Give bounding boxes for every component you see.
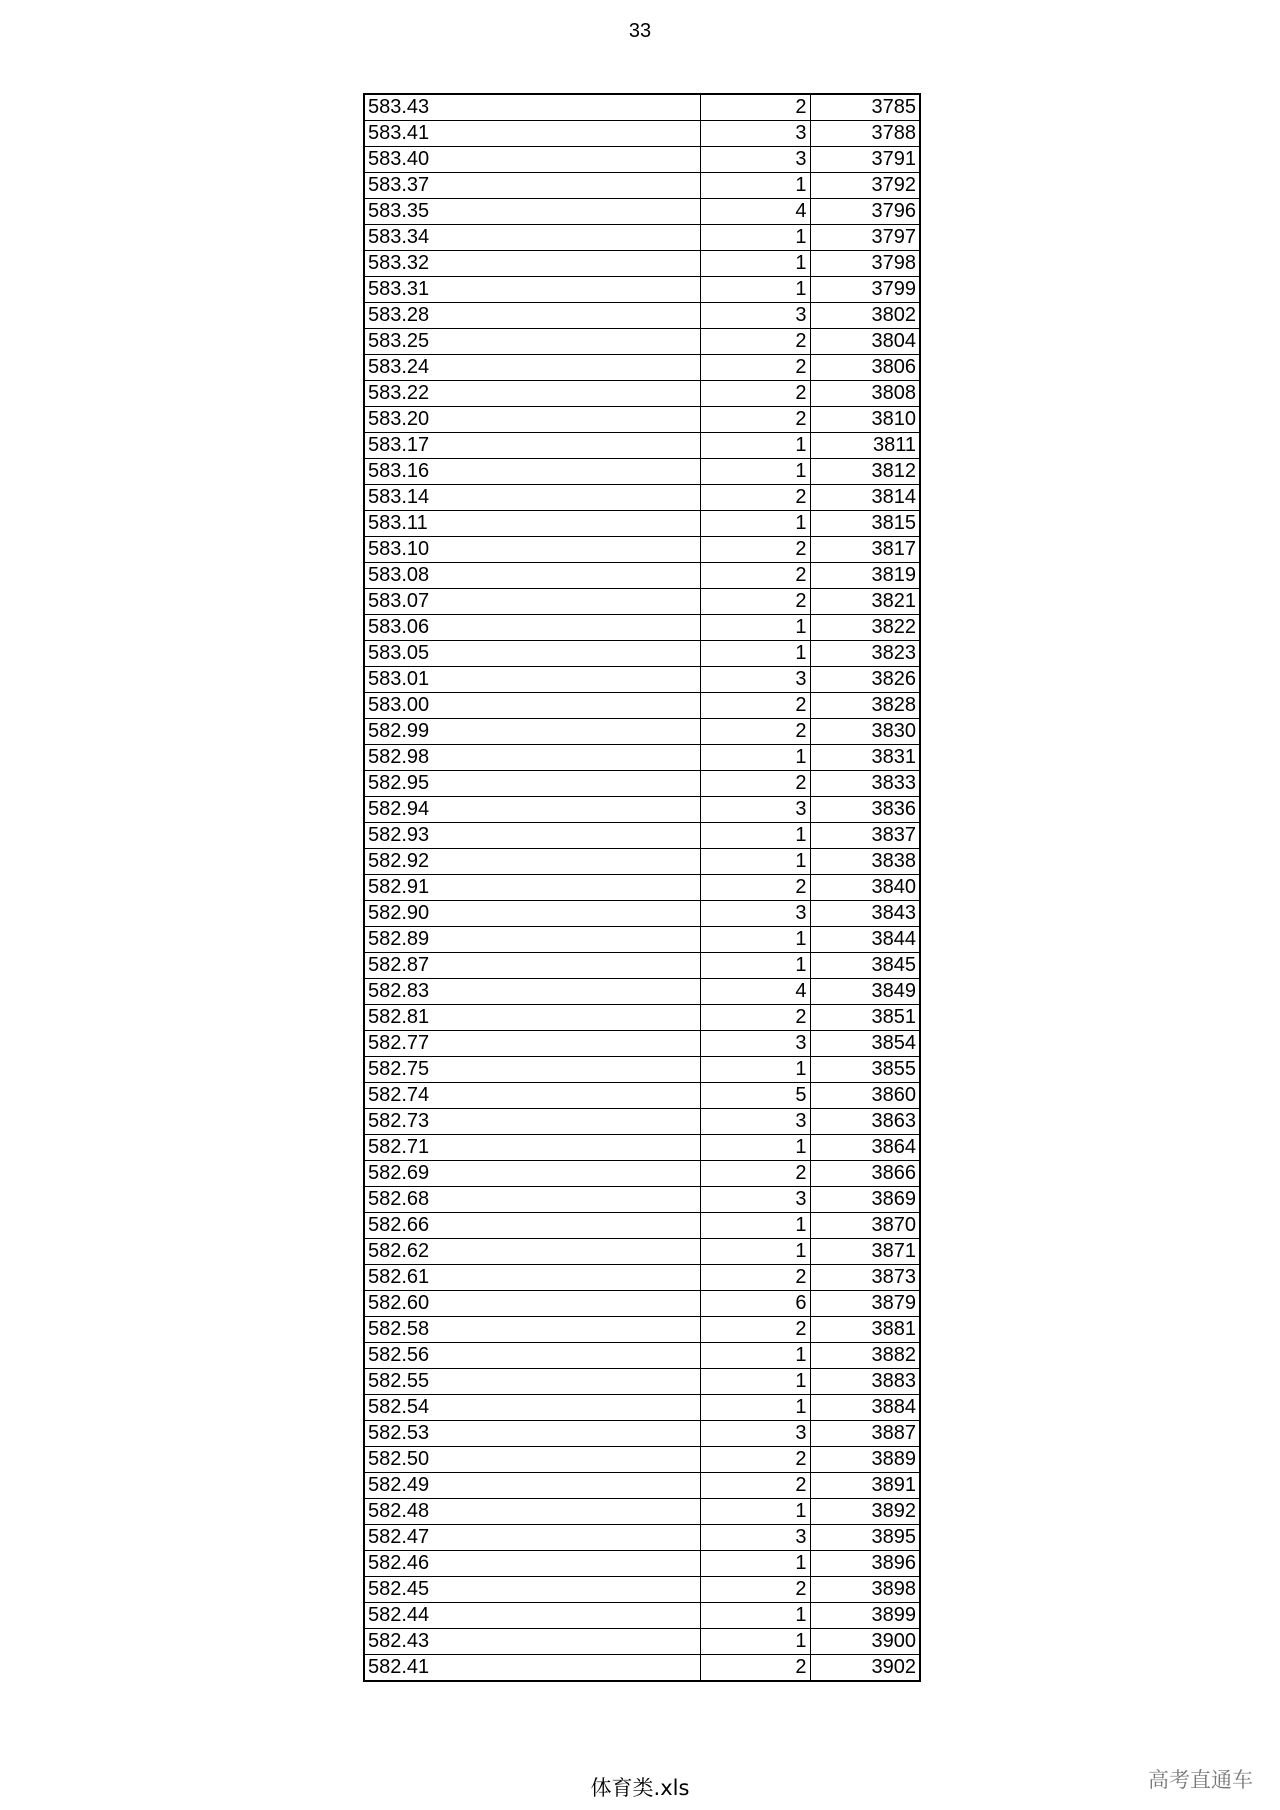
score-cell: 583.20 xyxy=(364,407,700,433)
score-cell: 582.66 xyxy=(364,1213,700,1239)
score-cell: 583.08 xyxy=(364,563,700,589)
cumulative-cell: 3870 xyxy=(810,1213,920,1239)
cumulative-cell: 3811 xyxy=(810,433,920,459)
cumulative-cell: 3871 xyxy=(810,1239,920,1265)
count-cell: 2 xyxy=(700,329,810,355)
score-cell: 583.43 xyxy=(364,94,700,121)
count-cell: 6 xyxy=(700,1291,810,1317)
score-cell: 583.31 xyxy=(364,277,700,303)
count-cell: 2 xyxy=(700,1655,810,1682)
count-cell: 5 xyxy=(700,1083,810,1109)
table-row xyxy=(364,1135,920,1161)
score-cell: 582.60 xyxy=(364,1291,700,1317)
count-cell: 1 xyxy=(700,1369,810,1395)
score-cell: 582.99 xyxy=(364,719,700,745)
count-cell: 3 xyxy=(700,303,810,329)
cumulative-cell: 3864 xyxy=(810,1135,920,1161)
count-cell: 2 xyxy=(700,589,810,615)
cumulative-cell: 3836 xyxy=(810,797,920,823)
score-table-body xyxy=(364,94,920,1681)
count-cell: 2 xyxy=(700,875,810,901)
cumulative-cell: 3884 xyxy=(810,1395,920,1421)
table-row xyxy=(364,1551,920,1577)
cumulative-cell: 3802 xyxy=(810,303,920,329)
score-cell: 583.01 xyxy=(364,667,700,693)
cumulative-cell: 3902 xyxy=(810,1655,920,1682)
count-cell: 3 xyxy=(700,1031,810,1057)
table-row xyxy=(364,1057,920,1083)
score-cell: 582.44 xyxy=(364,1603,700,1629)
count-cell: 2 xyxy=(700,771,810,797)
count-cell: 1 xyxy=(700,927,810,953)
table-row xyxy=(364,1187,920,1213)
count-cell: 1 xyxy=(700,615,810,641)
table-row xyxy=(364,979,920,1005)
count-cell: 1 xyxy=(700,251,810,277)
count-cell: 4 xyxy=(700,199,810,225)
table-row xyxy=(364,875,920,901)
score-cell: 582.89 xyxy=(364,927,700,953)
count-cell: 1 xyxy=(700,1343,810,1369)
cumulative-cell: 3849 xyxy=(810,979,920,1005)
count-cell: 2 xyxy=(700,1577,810,1603)
score-cell: 582.49 xyxy=(364,1473,700,1499)
score-cell: 583.11 xyxy=(364,511,700,537)
table-row xyxy=(364,1213,920,1239)
count-cell: 1 xyxy=(700,459,810,485)
table-row xyxy=(364,693,920,719)
table-row xyxy=(364,173,920,199)
count-cell: 3 xyxy=(700,667,810,693)
cumulative-cell: 3873 xyxy=(810,1265,920,1291)
cumulative-cell: 3788 xyxy=(810,121,920,147)
table-row xyxy=(364,1291,920,1317)
score-cell: 582.41 xyxy=(364,1655,700,1682)
score-cell: 583.24 xyxy=(364,355,700,381)
cumulative-cell: 3869 xyxy=(810,1187,920,1213)
table-row xyxy=(364,94,920,121)
cumulative-cell: 3808 xyxy=(810,381,920,407)
cumulative-cell: 3892 xyxy=(810,1499,920,1525)
table-row xyxy=(364,927,920,953)
count-cell: 3 xyxy=(700,1525,810,1551)
table-row xyxy=(364,745,920,771)
cumulative-cell: 3844 xyxy=(810,927,920,953)
cumulative-cell: 3830 xyxy=(810,719,920,745)
page-number: 33 xyxy=(628,20,652,42)
score-cell: 582.53 xyxy=(364,1421,700,1447)
count-cell: 2 xyxy=(700,1447,810,1473)
table-row xyxy=(364,511,920,537)
cumulative-cell: 3843 xyxy=(810,901,920,927)
count-cell: 3 xyxy=(700,1421,810,1447)
count-cell: 1 xyxy=(700,1395,810,1421)
score-cell: 583.25 xyxy=(364,329,700,355)
score-cell: 582.54 xyxy=(364,1395,700,1421)
table-row xyxy=(364,147,920,173)
score-cell: 582.71 xyxy=(364,1135,700,1161)
table-row xyxy=(364,823,920,849)
cumulative-cell: 3896 xyxy=(810,1551,920,1577)
count-cell: 2 xyxy=(700,1161,810,1187)
table-row xyxy=(364,563,920,589)
table-row xyxy=(364,667,920,693)
cumulative-cell: 3863 xyxy=(810,1109,920,1135)
table-row xyxy=(364,329,920,355)
table-row xyxy=(364,797,920,823)
count-cell: 3 xyxy=(700,121,810,147)
count-cell: 3 xyxy=(700,797,810,823)
table-row xyxy=(364,1161,920,1187)
cumulative-cell: 3833 xyxy=(810,771,920,797)
table-row xyxy=(364,1109,920,1135)
score-cell: 582.91 xyxy=(364,875,700,901)
score-cell: 582.45 xyxy=(364,1577,700,1603)
table-row xyxy=(364,849,920,875)
cumulative-cell: 3879 xyxy=(810,1291,920,1317)
table-row xyxy=(364,251,920,277)
table-row xyxy=(364,459,920,485)
table-row xyxy=(364,121,920,147)
score-cell: 582.98 xyxy=(364,745,700,771)
cumulative-cell: 3900 xyxy=(810,1629,920,1655)
count-cell: 1 xyxy=(700,1629,810,1655)
score-cell: 582.50 xyxy=(364,1447,700,1473)
table-row xyxy=(364,1525,920,1551)
table-row xyxy=(364,1603,920,1629)
count-cell: 2 xyxy=(700,1317,810,1343)
score-cell: 582.95 xyxy=(364,771,700,797)
count-cell: 2 xyxy=(700,563,810,589)
cumulative-cell: 3819 xyxy=(810,563,920,589)
table-row xyxy=(364,1317,920,1343)
count-cell: 2 xyxy=(700,693,810,719)
score-cell: 582.73 xyxy=(364,1109,700,1135)
cumulative-cell: 3895 xyxy=(810,1525,920,1551)
count-cell: 4 xyxy=(700,979,810,1005)
count-cell: 2 xyxy=(700,1473,810,1499)
count-cell: 1 xyxy=(700,849,810,875)
cumulative-cell: 3806 xyxy=(810,355,920,381)
cumulative-cell: 3792 xyxy=(810,173,920,199)
score-cell: 582.46 xyxy=(364,1551,700,1577)
count-cell: 1 xyxy=(700,1603,810,1629)
table-row xyxy=(364,589,920,615)
score-cell: 583.40 xyxy=(364,147,700,173)
cumulative-cell: 3899 xyxy=(810,1603,920,1629)
score-cell: 582.62 xyxy=(364,1239,700,1265)
score-cell: 582.55 xyxy=(364,1369,700,1395)
score-cell: 582.48 xyxy=(364,1499,700,1525)
cumulative-cell: 3791 xyxy=(810,147,920,173)
table-row xyxy=(364,615,920,641)
table-row xyxy=(364,1395,920,1421)
table-row xyxy=(364,719,920,745)
count-cell: 2 xyxy=(700,1265,810,1291)
cumulative-cell: 3854 xyxy=(810,1031,920,1057)
cumulative-cell: 3799 xyxy=(810,277,920,303)
table-row xyxy=(364,1343,920,1369)
table-row xyxy=(364,1369,920,1395)
table-row xyxy=(364,1265,920,1291)
cumulative-cell: 3860 xyxy=(810,1083,920,1109)
cumulative-cell: 3898 xyxy=(810,1577,920,1603)
cumulative-cell: 3785 xyxy=(810,94,920,121)
score-cell: 582.69 xyxy=(364,1161,700,1187)
cumulative-cell: 3815 xyxy=(810,511,920,537)
table-row xyxy=(364,1421,920,1447)
score-cell: 583.35 xyxy=(364,199,700,225)
count-cell: 3 xyxy=(700,1109,810,1135)
score-cell: 582.83 xyxy=(364,979,700,1005)
count-cell: 2 xyxy=(700,537,810,563)
count-cell: 1 xyxy=(700,1499,810,1525)
score-cell: 583.17 xyxy=(364,433,700,459)
table-row xyxy=(364,199,920,225)
count-cell: 2 xyxy=(700,1005,810,1031)
count-cell: 2 xyxy=(700,719,810,745)
table-row xyxy=(364,771,920,797)
count-cell: 1 xyxy=(700,641,810,667)
count-cell: 1 xyxy=(700,511,810,537)
score-cell: 582.74 xyxy=(364,1083,700,1109)
score-cell: 582.56 xyxy=(364,1343,700,1369)
score-cell: 583.05 xyxy=(364,641,700,667)
table-row xyxy=(364,277,920,303)
score-cell: 583.41 xyxy=(364,121,700,147)
count-cell: 1 xyxy=(700,1551,810,1577)
count-cell: 1 xyxy=(700,1213,810,1239)
score-table xyxy=(363,93,921,1682)
watermark-text: 高考直通车 xyxy=(1148,1768,1253,1792)
count-cell: 3 xyxy=(700,901,810,927)
footer-filename: 体育类.xls xyxy=(590,1776,690,1800)
score-cell: 583.37 xyxy=(364,173,700,199)
score-cell: 583.34 xyxy=(364,225,700,251)
table-row xyxy=(364,901,920,927)
table-row xyxy=(364,537,920,563)
score-cell: 582.43 xyxy=(364,1629,700,1655)
cumulative-cell: 3845 xyxy=(810,953,920,979)
cumulative-cell: 3812 xyxy=(810,459,920,485)
table-row xyxy=(364,355,920,381)
score-cell: 583.00 xyxy=(364,693,700,719)
count-cell: 2 xyxy=(700,381,810,407)
cumulative-cell: 3855 xyxy=(810,1057,920,1083)
table-row xyxy=(364,1577,920,1603)
count-cell: 1 xyxy=(700,173,810,199)
score-cell: 583.22 xyxy=(364,381,700,407)
score-cell: 583.10 xyxy=(364,537,700,563)
cumulative-cell: 3881 xyxy=(810,1317,920,1343)
table-row xyxy=(364,485,920,511)
cumulative-cell: 3826 xyxy=(810,667,920,693)
cumulative-cell: 3889 xyxy=(810,1447,920,1473)
table-row xyxy=(364,1005,920,1031)
score-cell: 582.77 xyxy=(364,1031,700,1057)
cumulative-cell: 3840 xyxy=(810,875,920,901)
count-cell: 1 xyxy=(700,1057,810,1083)
count-cell: 2 xyxy=(700,407,810,433)
cumulative-cell: 3822 xyxy=(810,615,920,641)
count-cell: 1 xyxy=(700,433,810,459)
table-row xyxy=(364,953,920,979)
count-cell: 1 xyxy=(700,225,810,251)
cumulative-cell: 3810 xyxy=(810,407,920,433)
table-row xyxy=(364,407,920,433)
cumulative-cell: 3883 xyxy=(810,1369,920,1395)
score-cell: 582.47 xyxy=(364,1525,700,1551)
score-cell: 583.32 xyxy=(364,251,700,277)
cumulative-cell: 3866 xyxy=(810,1161,920,1187)
cumulative-cell: 3804 xyxy=(810,329,920,355)
table-row xyxy=(364,1031,920,1057)
cumulative-cell: 3798 xyxy=(810,251,920,277)
table-row xyxy=(364,1083,920,1109)
score-cell: 582.90 xyxy=(364,901,700,927)
score-cell: 583.14 xyxy=(364,485,700,511)
cumulative-cell: 3823 xyxy=(810,641,920,667)
cumulative-cell: 3796 xyxy=(810,199,920,225)
score-cell: 583.28 xyxy=(364,303,700,329)
cumulative-cell: 3814 xyxy=(810,485,920,511)
cumulative-cell: 3882 xyxy=(810,1343,920,1369)
count-cell: 3 xyxy=(700,147,810,173)
score-cell: 582.93 xyxy=(364,823,700,849)
score-cell: 582.68 xyxy=(364,1187,700,1213)
score-cell: 582.87 xyxy=(364,953,700,979)
count-cell: 1 xyxy=(700,823,810,849)
score-cell: 583.07 xyxy=(364,589,700,615)
count-cell: 3 xyxy=(700,1187,810,1213)
cumulative-cell: 3837 xyxy=(810,823,920,849)
table-row xyxy=(364,1447,920,1473)
score-cell: 582.94 xyxy=(364,797,700,823)
score-cell: 582.81 xyxy=(364,1005,700,1031)
cumulative-cell: 3887 xyxy=(810,1421,920,1447)
cumulative-cell: 3817 xyxy=(810,537,920,563)
table-row xyxy=(364,1239,920,1265)
score-cell: 583.06 xyxy=(364,615,700,641)
score-cell: 582.92 xyxy=(364,849,700,875)
count-cell: 2 xyxy=(700,94,810,121)
table-row xyxy=(364,433,920,459)
table-row xyxy=(364,1629,920,1655)
table-row xyxy=(364,1499,920,1525)
table-row xyxy=(364,303,920,329)
table-row xyxy=(364,1473,920,1499)
table-row xyxy=(364,1655,920,1682)
cumulative-cell: 3891 xyxy=(810,1473,920,1499)
table-row xyxy=(364,641,920,667)
cumulative-cell: 3838 xyxy=(810,849,920,875)
count-cell: 1 xyxy=(700,277,810,303)
score-cell: 582.58 xyxy=(364,1317,700,1343)
score-cell: 582.61 xyxy=(364,1265,700,1291)
count-cell: 2 xyxy=(700,485,810,511)
count-cell: 1 xyxy=(700,1239,810,1265)
table-row xyxy=(364,225,920,251)
table-row xyxy=(364,381,920,407)
cumulative-cell: 3821 xyxy=(810,589,920,615)
score-cell: 582.75 xyxy=(364,1057,700,1083)
cumulative-cell: 3797 xyxy=(810,225,920,251)
cumulative-cell: 3828 xyxy=(810,693,920,719)
cumulative-cell: 3851 xyxy=(810,1005,920,1031)
count-cell: 1 xyxy=(700,1135,810,1161)
count-cell: 1 xyxy=(700,953,810,979)
count-cell: 2 xyxy=(700,355,810,381)
count-cell: 1 xyxy=(700,745,810,771)
score-cell: 583.16 xyxy=(364,459,700,485)
cumulative-cell: 3831 xyxy=(810,745,920,771)
